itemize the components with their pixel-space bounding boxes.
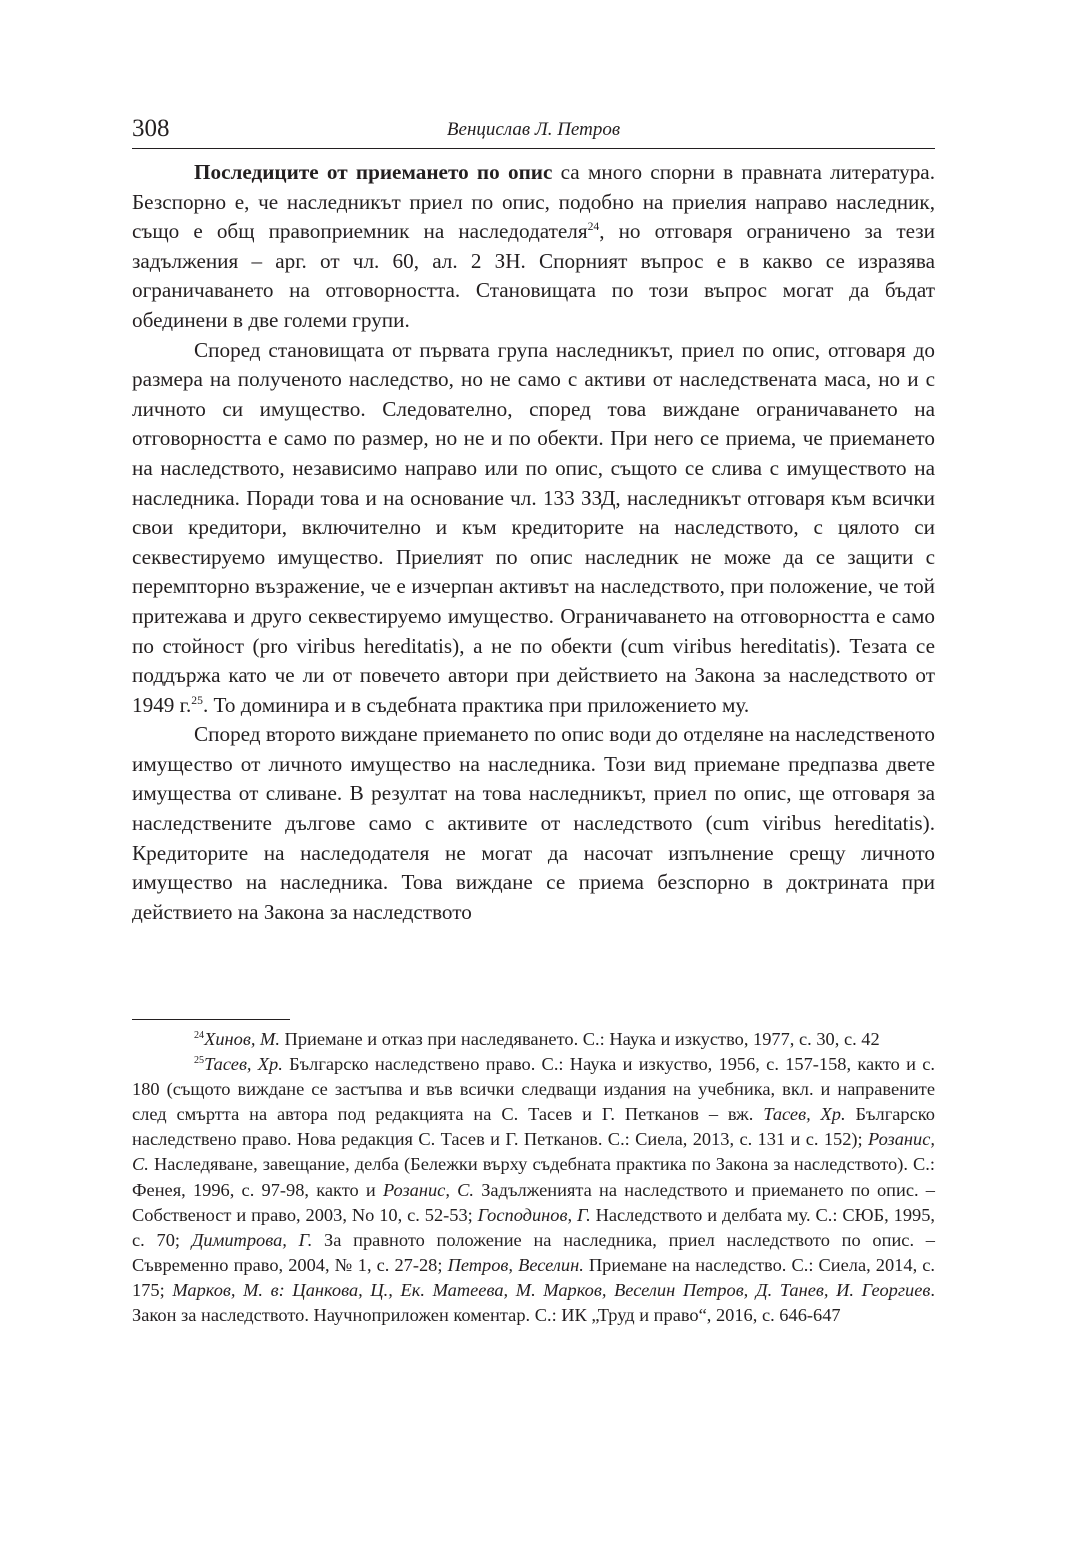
footnote-text: Българско наследствено право. Нова редакция С. Тасев и Г. Петканов. С.: Сиела, 2013, с. 131 и с. 152);	[132, 1104, 935, 1150]
footnote-number: 25	[194, 1055, 205, 1067]
footnote-text: Наследството и делбата му. С.: СЮБ, 1995, с. 70;	[132, 1204, 936, 1250]
footnote-author: Хинов, М.	[204, 1029, 280, 1049]
footnotes	[132, 1027, 935, 1328]
footnote-author: Тасев, Хр.	[763, 1104, 846, 1125]
footnote-text: Наследяване, завещание, делба (Бележки върху съдебната практика по Закона за наследството). С.: Фенея, 1996, с. 97-98, както и	[132, 1154, 935, 1200]
main-text	[132, 158, 935, 927]
footnote-text: . Закон за наследството. Научноприложен коментар. С.: ИК „Труд и право“, 2016, с. 646-647	[132, 1279, 935, 1326]
paragraph-bold-lead: Последиците от приемането по опис	[194, 160, 553, 184]
footnote-author: Розанис, С.	[132, 1129, 935, 1175]
paragraph	[132, 158, 935, 336]
footnote-reference: 24	[587, 220, 600, 234]
paragraph: Според второто виждане приемането по опис води до отделяне на наследственото имущество от личното имущество на наследника. Този вид приемане предпазва двете имущества от сливане. В резултат на това наследникът, приел по опис, ще отговаря за наследствените дългове само с активите от наследството (cum viribus hereditatis). Кредиторите на наследодателя не могат да насочат изпълнение срещу личното имущество на наследника. Това виждане се приема безспорно в доктрината при действието на Закона за наследството	[132, 722, 935, 924]
running-title: Венцислав Л. Петров	[446, 119, 621, 140]
footnote-number: 24	[194, 1029, 205, 1041]
footnote-text: Приемане на наследство. С.: Сиела, 2014, с. 175;	[132, 1254, 936, 1300]
footnote-separator	[132, 1019, 290, 1020]
paragraph	[132, 336, 935, 721]
footnote-author: Петров, Веселин.	[447, 1254, 584, 1275]
running-header	[132, 112, 935, 149]
paragraph-text: . То доминира и в съдебната практика при приложението му.	[202, 692, 750, 717]
footnote-text: Задълженията на наследството и приемането по опис. – Собственост и право, 2003, No 10, с. 52-53;	[132, 1179, 936, 1225]
footnote-author: Тасев, Хр.	[204, 1054, 283, 1075]
footnote-text: За правното положение на наследника, приел наследството по опис. – Съвременно право, 2004, № 1, с. 27-28;	[132, 1229, 935, 1275]
footnote-reference: 25	[191, 693, 203, 707]
footnote-author: Димитрова, Г.	[191, 1229, 313, 1250]
footnote-text: Българско наследствено право. С.: Наука и изкуство, 1956, с. 157-158, както и с. 180 (същото виждане се застъпва и във всички следващи издания на учебника, вкл. и направените след смъртта на автора под редакцията на С. Тасев и Г. Петканов – вж.	[132, 1054, 935, 1125]
page-number: 308	[132, 115, 170, 142]
footnote-author: Розанис, С.	[382, 1179, 475, 1200]
footnote	[132, 1027, 935, 1052]
footnote-text: Приемане и отказ при наследяването. С.: Наука и изкуство, 1977, с. 30, с. 42	[279, 1029, 880, 1049]
paragraph-text: , но отговаря ограничено за тези задължения – арг. от чл. 60, ал. 2 ЗН. Спорният въпрос е в какво се изразява ограничаването на отговорността. Становищата по този въпрос могат да бъдат обединени в две големи групи.	[132, 219, 935, 332]
footnote-author: Господинов, Г.	[477, 1204, 591, 1225]
paragraph-text: Според становищата от първата група наследникът, приел по опис, отговаря до размера на полученото наследство, но не само с активи от наследствената маса, но и с личното си имущество. Следователно, според това виждане ограничаването на отговорността е само по размер, но не и по обекти. При него се приема, че приемането на наследството, независимо направо или по опис, същото се слива с имуществото на наследника. Поради това и на основание чл. 133 ЗЗД, наследникът отговаря към всички свои кредитори, включително и към кредиторите на наследството, с цялото си секвестируемо имущество. Приелият по опис наследник не може да се защити с перемпторно възражение, че е изчерпан активът на наследството, при положение, че той притежава и друго секвестируемо имущество. Ограничаването на отговорността е само по стойност (pro viribus hereditatis), а не по обекти (cum viribus hereditatis). Тезата се поддържа като че ли от повечето автори при действието на Закона за наследството от 1949 г.	[132, 337, 935, 717]
footnote	[132, 1052, 935, 1328]
footnote-author: Марков, М. в: Цанкова, Ц., Ек. Матеева, М. Марков, Веселин Петров, Д. Танев, И. Георгиев	[172, 1279, 931, 1300]
paragraph-text: са много спорни в правната литература. Безспорно е, че наследникът приел по опис, подобно на приелия направо наследник, също е общ правоприемник на наследодателя	[132, 160, 935, 244]
